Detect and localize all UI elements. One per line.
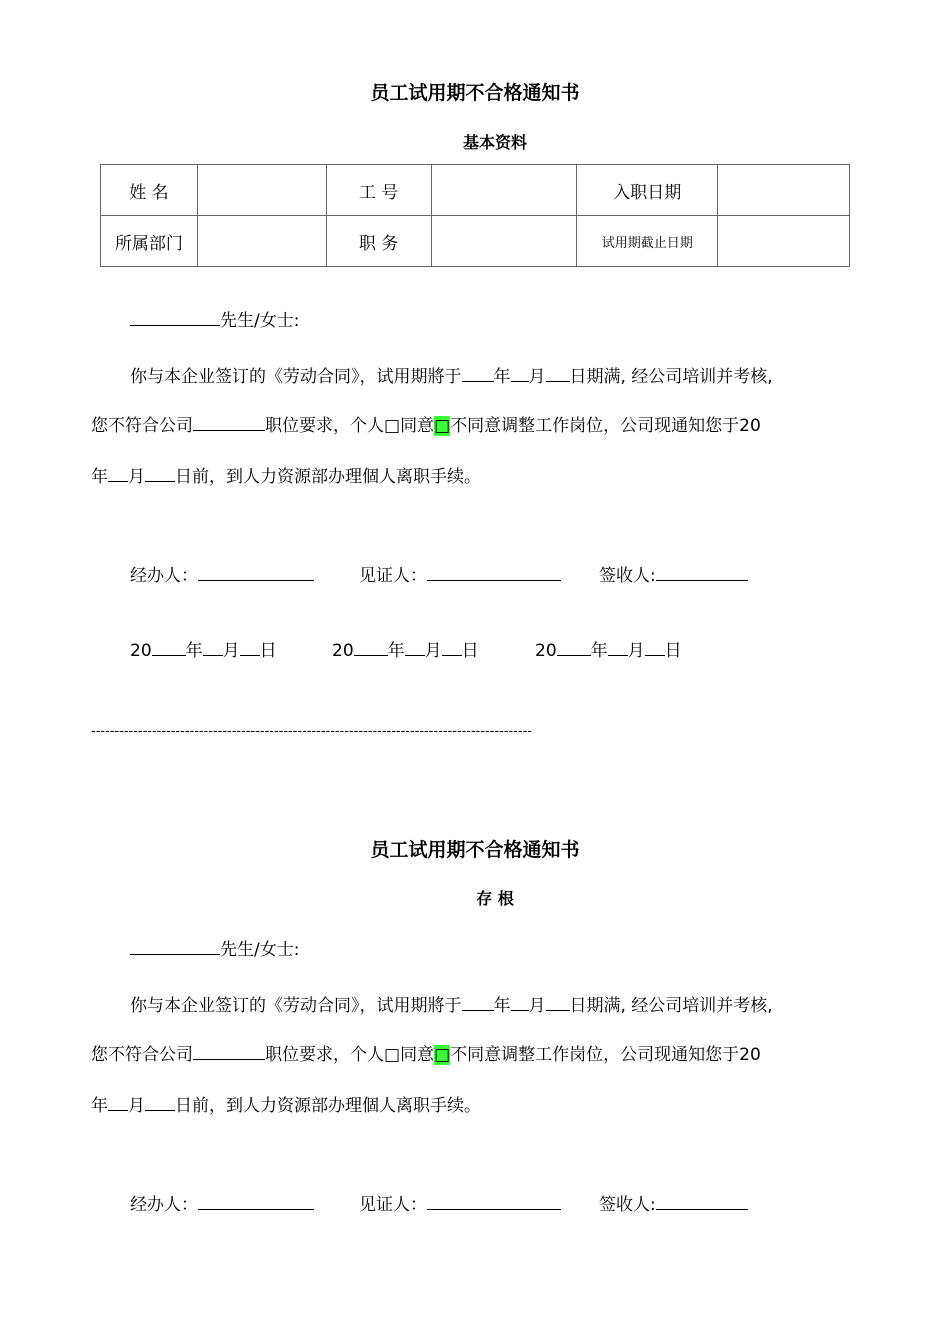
table-row — [101, 165, 850, 216]
cut-line-divider: ---------------------------------------------------------------------------------------------- — [91, 724, 532, 739]
handler-blank[interactable] — [198, 1192, 314, 1210]
year-blank[interactable] — [462, 364, 494, 382]
hire-date-value-cell[interactable] — [718, 165, 850, 216]
position-blank[interactable] — [193, 1042, 265, 1060]
day-blank[interactable] — [240, 638, 260, 656]
receiver-blank[interactable] — [656, 1192, 748, 1210]
agree-checkbox[interactable]: □ — [384, 416, 401, 436]
handler-field: 经办人： — [130, 1190, 314, 1215]
year-blank[interactable] — [354, 638, 388, 656]
month-blank[interactable] — [405, 638, 425, 656]
receiver-field: 签收人: — [599, 561, 748, 586]
table-row — [101, 216, 850, 267]
witness-field: 见证人： — [359, 561, 561, 586]
doc-title: 员工试用期不合格通知书 — [370, 82, 580, 104]
witness-blank[interactable] — [427, 1192, 561, 1210]
body-line-2: 您不符合公司 职位要求，个人□同意□不同意调整工作岗位，公司现通知您于20 — [91, 411, 761, 436]
position-value-cell[interactable] — [431, 216, 577, 267]
disagree-checkbox[interactable]: □ — [434, 1045, 451, 1065]
day-blank[interactable] — [145, 1093, 175, 1111]
stub-subtitle: 存 根 — [476, 889, 514, 908]
hire-date-label: 入职日期 — [577, 165, 718, 216]
month-blank[interactable] — [203, 638, 223, 656]
date-handler: 20 年 月 日 — [130, 636, 277, 661]
month-blank[interactable] — [108, 1093, 128, 1111]
day-blank[interactable] — [442, 638, 462, 656]
disagree-checkbox[interactable]: □ — [434, 416, 451, 436]
employee-id-value-cell[interactable] — [431, 165, 577, 216]
month-blank[interactable] — [608, 638, 628, 656]
stub-title: 员工试用期不合格通知书 — [370, 839, 580, 861]
date-receiver: 20 年 月 日 — [535, 636, 682, 661]
basic-info-table — [100, 164, 850, 267]
department-value-cell[interactable] — [197, 216, 326, 267]
salutation-line: 先生/女士: — [130, 935, 299, 960]
position-blank[interactable] — [193, 413, 265, 431]
month-blank[interactable] — [511, 364, 529, 382]
body-line-1: 你与本企业签订的《劳动合同》，试用期將于 年 月 日期满, 经公司培训并考核, — [130, 362, 773, 387]
name-blank[interactable] — [130, 308, 220, 326]
body-line-2: 您不符合公司 职位要求，个人□同意□不同意调整工作岗位，公司现通知您于20 — [91, 1040, 761, 1065]
day-blank[interactable] — [145, 464, 175, 482]
year-blank[interactable] — [557, 638, 591, 656]
month-blank[interactable] — [108, 464, 128, 482]
position-label: 职 务 — [326, 216, 431, 267]
handler-field: 经办人： — [130, 561, 314, 586]
day-blank[interactable] — [546, 364, 570, 382]
name-blank[interactable] — [130, 937, 220, 955]
probation-end-label: 试用期截止日期 — [577, 216, 718, 267]
receiver-blank[interactable] — [656, 563, 748, 581]
year-blank[interactable] — [152, 638, 186, 656]
receiver-field: 签收人: — [599, 1190, 748, 1215]
section-subtitle: 基本资料 — [462, 133, 527, 152]
witness-blank[interactable] — [427, 563, 561, 581]
day-blank[interactable] — [645, 638, 665, 656]
date-witness: 20 年 月 日 — [332, 636, 479, 661]
body-line-1: 你与本企业签订的《劳动合同》，试用期將于 年 月 日期满, 经公司培训并考核, — [130, 991, 773, 1016]
department-label: 所属部门 — [101, 216, 198, 267]
day-blank[interactable] — [546, 993, 570, 1011]
agree-checkbox[interactable]: □ — [384, 1045, 401, 1065]
name-value-cell[interactable] — [197, 165, 326, 216]
witness-field: 见证人： — [359, 1190, 561, 1215]
name-label: 姓 名 — [101, 165, 198, 216]
body-line-3: 年 月 日前，到人力资源部办理個人离职手续。 — [91, 462, 481, 487]
probation-end-value-cell[interactable] — [718, 216, 850, 267]
salutation-line: 先生/女士: — [130, 306, 299, 331]
body-line-3: 年 月 日前，到人力资源部办理個人离职手续。 — [91, 1091, 481, 1116]
employee-id-label: 工 号 — [326, 165, 431, 216]
month-blank[interactable] — [511, 993, 529, 1011]
handler-blank[interactable] — [198, 563, 314, 581]
year-blank[interactable] — [462, 993, 494, 1011]
